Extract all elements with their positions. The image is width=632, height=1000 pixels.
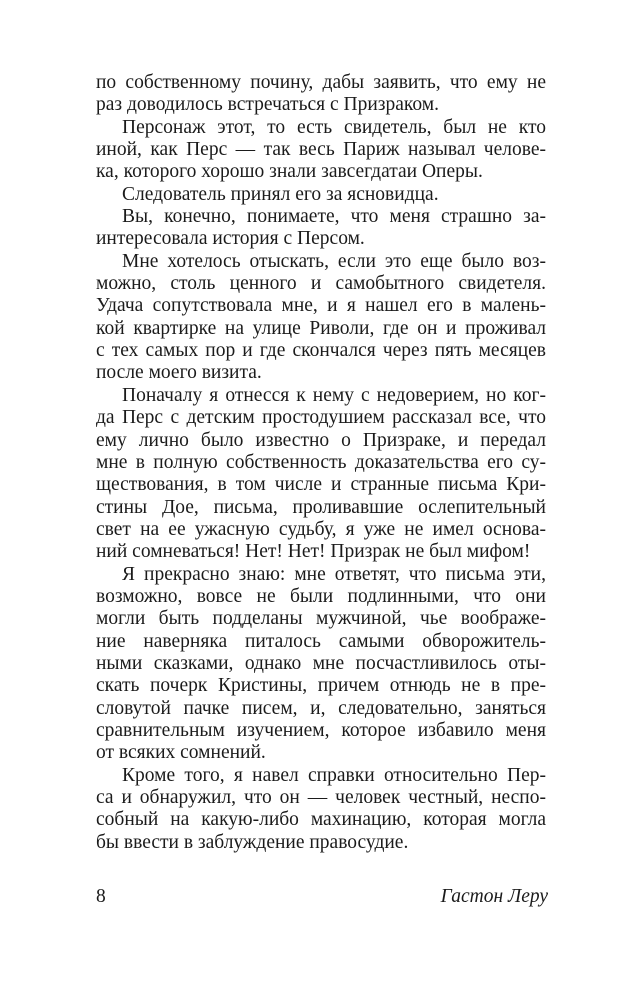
text-line: Персонаж этот, то есть свидетель, был не кто: [122, 116, 546, 138]
page-text-block: [96, 72, 546, 854]
text-line: с тех самых пор и где скончался через пять месяцев: [96, 340, 546, 362]
text-line: стины Дое, письма, проливавшие ослепительный: [96, 496, 546, 518]
text-line: возможно, вовсе не были подлинными, что они: [96, 585, 546, 607]
paragraph: [96, 72, 546, 117]
text-line: ние наверняка питалось самыми обворожитель-: [96, 630, 546, 652]
paragraph: [96, 251, 546, 385]
text-line: собный на какую-либо махинацию, которая могла: [96, 809, 546, 831]
running-footer-author: Гастон Леру: [440, 886, 548, 907]
paragraph: [96, 564, 546, 765]
text-line: скать почерк Кристины, причем отнюдь не в пре-: [96, 675, 546, 697]
text-line: Вы, конечно, понимаете, что меня страшно за-: [122, 206, 546, 228]
text-line: могли быть подделаны мужчиной, чье воображе-: [96, 608, 546, 630]
text-line: словутой пачке писем, и, следовательно, заняться: [96, 697, 546, 719]
text-line: от всяких сомнений.: [96, 742, 266, 764]
text-line: можно, столь ценного и самобытного свидетеля.: [96, 273, 546, 295]
text-line: ему лично было известно о Призраке, и передал: [96, 429, 546, 451]
page-number: 8: [96, 886, 106, 907]
text-line: ка, которого хорошо знали завсегдатаи Оперы.: [96, 161, 483, 183]
paragraph: [96, 385, 546, 564]
text-line: Удача сопутствовала мне, и я нашел его в малень-: [96, 295, 546, 317]
paragraph: [96, 765, 546, 854]
page-footer: [96, 885, 548, 909]
text-line: ний сомневаться! Нет! Нет! Призрак не был мифом!: [96, 541, 531, 563]
text-line: свет на ее ужасную судьбу, я уже не имел основа-: [96, 518, 546, 540]
text-line: раз доводилось встречаться с Призраком.: [96, 94, 439, 116]
text-line: Кроме того, я навел справки относительно Пер-: [122, 764, 546, 786]
paragraph: [96, 184, 546, 206]
paragraph: [96, 117, 546, 184]
text-line: да Перс с детским простодушием рассказал все, что: [96, 407, 546, 429]
text-line: кой квартирке на улице Риволи, где он и проживал: [96, 317, 546, 339]
text-line: бы ввести в заблуждение правосудие.: [96, 831, 409, 853]
text-line: мне в полную собственность доказательства его су-: [96, 451, 546, 473]
text-line: Следователь принял его за ясновидца.: [122, 183, 439, 205]
text-line: по собственному почину, дабы заявить, что ему не: [96, 72, 546, 93]
text-line: Я прекрасно знаю: мне ответят, что письма эти,: [122, 563, 546, 585]
text-line: сравнительным изучением, которое избавило меня: [96, 719, 546, 741]
text-line: ществования, в том числе и странные письма Кри-: [96, 474, 546, 496]
text-line: Мне хотелось отыскать, если это еще было воз-: [122, 250, 546, 272]
paragraph: [96, 206, 546, 251]
text-line: интересовала история с Персом.: [96, 228, 365, 250]
text-line: Поначалу я отнесся к нему с недоверием, но ког-: [122, 384, 546, 406]
text-line: после моего визита.: [96, 362, 262, 384]
text-line: иной, как Перс — так весь Париж называл челове-: [96, 139, 546, 161]
text-line: ными сказками, однако мне посчастливилось оты-: [96, 652, 546, 674]
text-line: са и обнаружил, что он — человек честный, неспо-: [96, 787, 546, 808]
